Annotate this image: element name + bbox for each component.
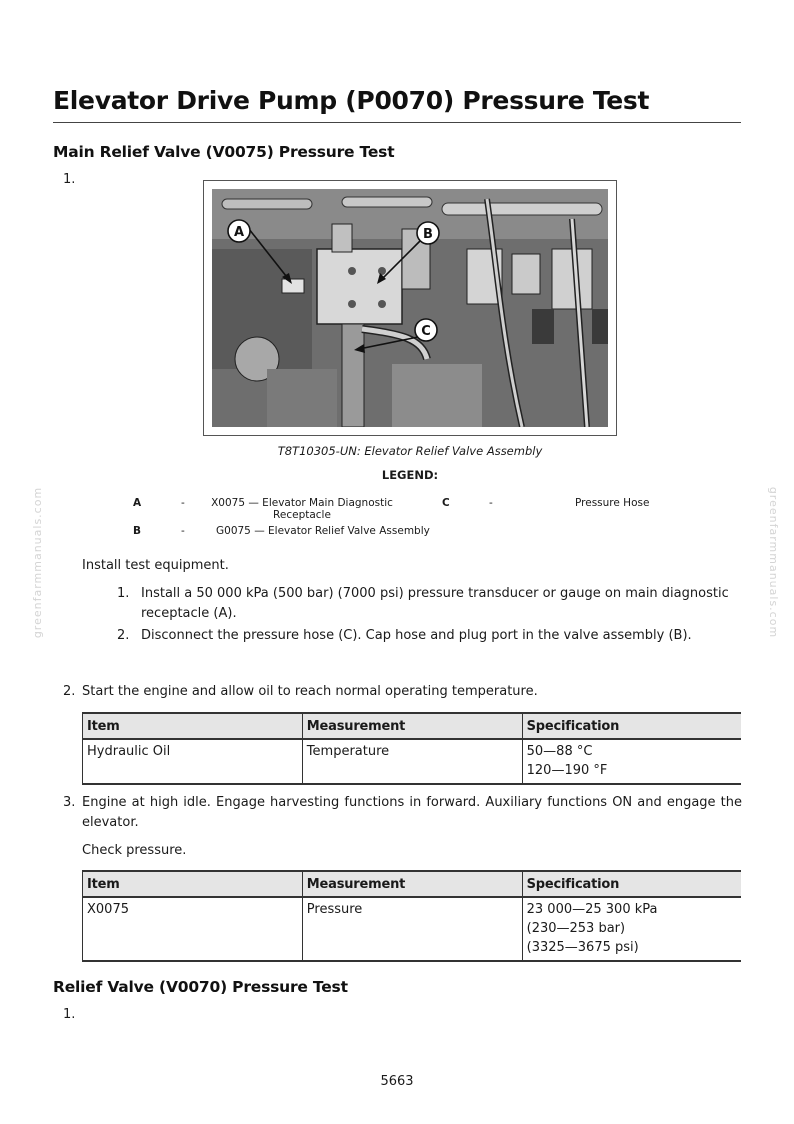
legend-dash-b: - xyxy=(181,525,185,537)
table-header-row xyxy=(83,713,742,739)
page-title: Elevator Drive Pump (P0070) Pressure Test xyxy=(53,86,650,115)
section-heading-relief-valve: Relief Valve (V0070) Pressure Test xyxy=(53,978,348,996)
callout-a-label: A xyxy=(233,225,245,240)
spec-line: (3325—3675 psi) xyxy=(526,940,639,955)
spec-line: 50—88 °C xyxy=(526,744,593,759)
legend-key-c: C xyxy=(442,497,450,509)
substep-2-number: 2. xyxy=(117,628,130,643)
legend-text-a: X0075 — Elevator Main Diagnostic Receptacle xyxy=(211,497,393,521)
cell-specification xyxy=(522,739,741,784)
cell-measurement: Temperature xyxy=(302,739,522,784)
watermark-right: greenfarmmanuals.com xyxy=(767,486,781,639)
step-3-text: Engine at high idle. Engage harvesting functions in forward. Auxiliary functions ON and engage the elevator. xyxy=(82,795,742,830)
watermark-left: greenfarmmanuals.com xyxy=(31,486,45,639)
legend-dash-c: - xyxy=(489,497,493,509)
section-heading-main-relief: Main Relief Valve (V0075) Pressure Test xyxy=(53,143,395,161)
legend-text-c: Pressure Hose xyxy=(575,497,650,509)
legend-key-b: B xyxy=(133,525,142,537)
figure-elevator-relief-valve xyxy=(203,180,617,436)
legend-key-a: A xyxy=(133,497,142,509)
step-2-text: Start the engine and allow oil to reach normal operating temperature. xyxy=(82,684,538,699)
cell-item: Hydraulic Oil xyxy=(83,739,303,784)
callout-b-label: B xyxy=(423,227,433,242)
legend-text-b: G0075 — Elevator Relief Valve Assembly xyxy=(216,525,430,537)
pressure-spec-table xyxy=(82,870,741,962)
legend-title: LEGEND: xyxy=(381,468,439,482)
column-header-measurement: Measurement xyxy=(302,713,522,739)
substep-1-text: Install a 50 000 kPa (500 bar) (7000 psi) pressure transducer or gauge on main diagnostic receptacle (A). xyxy=(141,586,729,621)
spec-line: 23 000—25 300 kPa xyxy=(526,902,658,917)
page-number: 5663 xyxy=(380,1074,414,1089)
substep-2-text: Disconnect the pressure hose (C). Cap hose and plug port in the valve assembly (B). xyxy=(141,628,692,643)
check-pressure-text: Check pressure. xyxy=(82,843,187,858)
step-number: 1. xyxy=(63,172,76,187)
figure-caption: T8T10305-UN: Elevator Relief Valve Assembly xyxy=(277,444,543,458)
legend-dash-a: - xyxy=(181,497,185,509)
table-row xyxy=(83,897,742,961)
temperature-spec-table xyxy=(82,712,741,785)
table-row xyxy=(83,739,742,784)
table-header-row xyxy=(83,871,742,897)
column-header-specification: Specification xyxy=(522,713,741,739)
spec-line: (230—253 bar) xyxy=(526,921,626,936)
column-header-measurement: Measurement xyxy=(302,871,522,897)
substep-1-number: 1. xyxy=(117,586,130,601)
step-2-number: 2. xyxy=(63,684,76,699)
cell-measurement: Pressure xyxy=(302,897,522,961)
valve-assembly-illustration xyxy=(212,189,608,427)
column-header-specification: Specification xyxy=(522,871,741,897)
section2-step-number: 1. xyxy=(63,1007,76,1022)
callout-c-label: C xyxy=(421,324,431,339)
install-instruction: Install test equipment. xyxy=(82,558,229,573)
spec-line: 120—190 °F xyxy=(526,763,608,778)
step-3-number: 3. xyxy=(63,795,76,810)
cell-specification xyxy=(522,897,741,961)
column-header-item: Item xyxy=(83,713,303,739)
column-header-item: Item xyxy=(83,871,303,897)
cell-item: X0075 xyxy=(83,897,303,961)
title-divider xyxy=(53,122,741,123)
